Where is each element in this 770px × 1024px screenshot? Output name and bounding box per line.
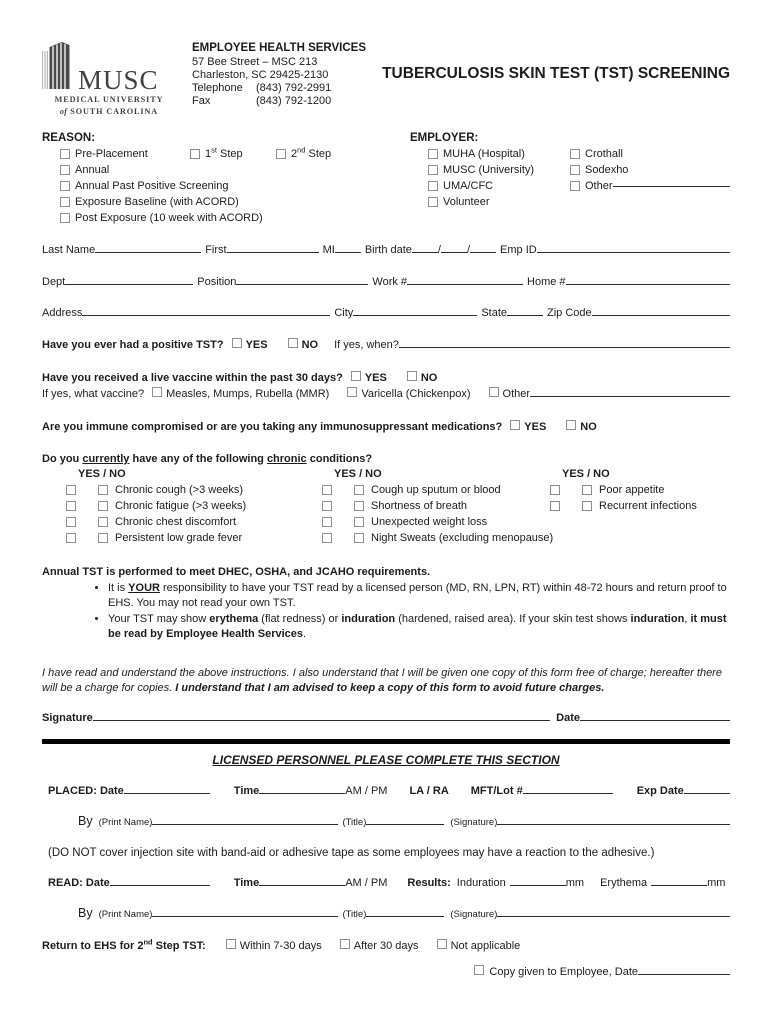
return-option-label: After 30 days xyxy=(353,940,419,952)
vaccine-type-row xyxy=(42,387,730,400)
dept-row xyxy=(42,276,730,288)
employer-label: MUSC (University) xyxy=(443,164,535,176)
zip-line[interactable] xyxy=(592,312,730,316)
exp-date-label: Exp Date xyxy=(636,785,684,797)
reason-label: Pre-Placement xyxy=(75,148,148,160)
last-name-line[interactable] xyxy=(95,249,201,253)
checkbox-muha[interactable] xyxy=(428,149,438,159)
reason-label: 2nd Step xyxy=(291,145,332,160)
positive-tst-when-line[interactable] xyxy=(399,344,730,348)
acknowledgement-text: I have read and understand the above instructions. I also understand that I will be given one copy of this form free of charge; hereafter there will be a charge for copies. I understand that I am advised to keep a copy of this form to avoid future charges. xyxy=(42,667,722,694)
chronic-column-3 xyxy=(550,468,730,544)
checkbox-no[interactable] xyxy=(354,517,364,527)
instruction-item: • Your TST may show erythema (flat redness) or induration (hardened, raised area). If your skin test shows induration, it must be read by Employee Health Services. xyxy=(108,612,730,642)
checkbox-pre-placement[interactable] xyxy=(60,149,70,159)
employer-label: Volunteer xyxy=(443,196,490,208)
no-label: NO xyxy=(301,339,319,351)
checkbox-varicella[interactable] xyxy=(347,387,357,397)
live-vaccine-question xyxy=(42,371,730,384)
checkbox-copy-given[interactable] xyxy=(474,965,484,975)
read-signature-line[interactable] xyxy=(497,913,730,917)
city-line[interactable] xyxy=(353,312,477,316)
checkbox-not-applicable[interactable] xyxy=(437,939,447,949)
copy-given-row xyxy=(42,965,730,978)
condition-row-night-sweats xyxy=(322,532,554,544)
phone-number: (843) 792-2991 xyxy=(256,82,332,94)
condition-label: Poor appetite xyxy=(599,484,665,496)
checkbox-no[interactable] xyxy=(98,501,108,511)
placed-title-line[interactable] xyxy=(366,821,444,825)
signature-date-line[interactable] xyxy=(580,717,730,721)
yes-no-header: YES / NO xyxy=(562,468,610,480)
time-label: Time xyxy=(233,877,260,889)
fax-label: Fax xyxy=(192,95,211,107)
read-print-name-line[interactable] xyxy=(152,913,338,917)
read-time-line[interactable] xyxy=(259,882,345,886)
positive-tst-label: Have you ever had a positive TST? xyxy=(42,339,224,351)
yes-no-header: YES / NO xyxy=(334,468,382,480)
checkbox-no[interactable] xyxy=(98,485,108,495)
page-title: TUBERCULOSIS SKIN TEST (TST) SCREENING xyxy=(382,65,730,82)
checkbox-vaccine-yes[interactable] xyxy=(351,371,361,381)
checkbox-yes[interactable] xyxy=(66,533,76,543)
placed-by-row xyxy=(78,814,730,828)
checkbox-2nd-step[interactable] xyxy=(276,149,286,159)
chronic-conditions-section xyxy=(42,453,730,544)
condition-label: Chronic cough (>3 weeks) xyxy=(115,484,244,496)
condition-label: Unexpected weight loss xyxy=(371,516,488,528)
building-icon xyxy=(42,42,75,92)
position-label: Position xyxy=(197,276,237,288)
return-option-label: Not applicable xyxy=(450,940,521,952)
placed-signature-line[interactable] xyxy=(497,821,730,825)
signature-line[interactable] xyxy=(93,717,550,721)
employer-label: MUHA (Hospital) xyxy=(443,148,525,160)
vaccine-option-label: Varicella (Chickenpox) xyxy=(361,388,471,400)
employer-other-line[interactable] xyxy=(613,183,730,187)
checkbox-no[interactable] xyxy=(354,501,364,511)
address-row xyxy=(42,307,730,319)
checkbox-positive-tst-yes[interactable] xyxy=(232,338,242,348)
mm-label: mm xyxy=(565,877,585,889)
department-address-block xyxy=(192,42,366,116)
fax-number: (843) 792-1200 xyxy=(256,95,332,107)
checkbox-uma-cfc[interactable] xyxy=(428,181,438,191)
erythema-line[interactable] xyxy=(651,882,707,886)
birth-year-line[interactable] xyxy=(470,249,496,253)
checkbox-1st-step[interactable] xyxy=(190,149,200,159)
reason-group xyxy=(42,132,410,224)
checkbox-yes[interactable] xyxy=(322,501,332,511)
first-name-line[interactable] xyxy=(227,249,319,253)
checkbox-musc[interactable] xyxy=(428,165,438,175)
signature-paren-label: (Signature) xyxy=(450,909,498,920)
reason-label: Exposure Baseline (with ACORD) xyxy=(75,196,239,208)
logo-subtitle-2: of SOUTH CAROLINA xyxy=(59,107,159,116)
dept-label: Dept xyxy=(42,276,66,288)
checkbox-yes[interactable] xyxy=(66,501,76,511)
checkbox-mmr[interactable] xyxy=(152,387,162,397)
chronic-question: Do you currently have any of the following chronic conditions? xyxy=(42,453,373,465)
return-option-label: Within 7-30 days xyxy=(239,940,322,952)
checkbox-yes[interactable] xyxy=(550,485,560,495)
form-header xyxy=(42,42,730,116)
condition-label: Shortness of breath xyxy=(371,500,468,512)
results-label: Results: xyxy=(407,877,451,889)
checkbox-yes[interactable] xyxy=(550,501,560,511)
checkbox-yes[interactable] xyxy=(66,517,76,527)
checkbox-crothall[interactable] xyxy=(570,149,580,159)
immune-question xyxy=(42,420,730,433)
address-label: Address xyxy=(42,307,83,319)
no-label: NO xyxy=(420,372,438,384)
checkbox-vaccine-other[interactable] xyxy=(489,387,499,397)
emp-id-line[interactable] xyxy=(537,249,730,253)
dept-line[interactable] xyxy=(65,281,193,285)
checkbox-yes[interactable] xyxy=(322,517,332,527)
placed-print-name-line[interactable] xyxy=(152,821,338,825)
work-phone-label: Work # xyxy=(372,276,408,288)
birth-date-label: Birth date xyxy=(364,244,412,256)
reason-heading: REASON: xyxy=(42,132,96,144)
copy-date-line[interactable] xyxy=(638,971,730,975)
condition-label: Persistent low grade fever xyxy=(115,532,243,544)
condition-label: Recurrent infections xyxy=(599,500,697,512)
checkbox-no[interactable] xyxy=(354,485,364,495)
condition-row-chronic-fatigue xyxy=(66,500,322,512)
licensed-section-heading: LICENSED PERSONNEL PLEASE COMPLETE THIS SECTION xyxy=(212,753,560,767)
checkbox-positive-tst-no[interactable] xyxy=(288,338,298,348)
reason-employer-section xyxy=(42,132,730,224)
return-row xyxy=(42,939,730,952)
by-label: By xyxy=(78,814,93,828)
instructions-heading: Annual TST is performed to meet DHEC, OSHA, and JCAHO requirements. xyxy=(42,566,431,578)
read-title-line[interactable] xyxy=(366,913,444,917)
condition-label: Chronic chest discomfort xyxy=(115,516,237,528)
read-date-line[interactable] xyxy=(110,882,210,886)
ampm-label: AM / PM xyxy=(345,877,388,889)
address-line-2: Charleston, SC 29425-2130 xyxy=(192,69,329,81)
yes-label: YES xyxy=(364,372,387,384)
home-phone-line[interactable] xyxy=(566,281,730,285)
placed-date-label: PLACED: Date xyxy=(48,785,124,797)
title-label: (Title) xyxy=(342,909,367,920)
ampm-label: AM / PM xyxy=(345,785,388,797)
placed-time-line[interactable] xyxy=(259,790,345,794)
checkbox-no[interactable] xyxy=(98,517,108,527)
logo-subtitle-1: MEDICAL UNIVERSITY xyxy=(54,95,164,104)
mft-lot-line[interactable] xyxy=(523,790,613,794)
condition-row-sputum-blood xyxy=(322,484,550,496)
reason-label: Annual Past Positive Screening xyxy=(75,180,229,192)
condition-label: Cough up sputum or blood xyxy=(371,484,501,496)
checkbox-sodexho[interactable] xyxy=(570,165,580,175)
birth-month-line[interactable] xyxy=(412,249,438,253)
signature-row xyxy=(42,712,730,724)
no-label: NO xyxy=(580,421,597,433)
by-label: By xyxy=(78,906,93,920)
immune-label: Are you immune compromised or are you taking any immunosuppressant medications? xyxy=(42,421,503,433)
work-phone-line[interactable] xyxy=(407,281,523,285)
name-row: Last Name First MI Birth date / / Emp ID xyxy=(42,244,730,256)
checkbox-annual-past-positive[interactable] xyxy=(60,181,70,191)
checkbox-yes[interactable] xyxy=(66,485,76,495)
checkbox-annual[interactable] xyxy=(60,165,70,175)
checkbox-vaccine-no[interactable] xyxy=(407,371,417,381)
address-line[interactable] xyxy=(82,312,330,316)
state-label: State xyxy=(481,307,507,319)
logo-wordmark: MUSC xyxy=(78,65,159,95)
employer-label: Crothall xyxy=(585,148,623,160)
signature-paren-label: (Signature) xyxy=(450,817,498,828)
what-vaccine-label: If yes, what vaccine? xyxy=(42,388,145,400)
home-phone-label: Home # xyxy=(527,276,566,288)
address-line-1: 57 Bee Street – MSC 213 xyxy=(192,56,318,68)
condition-row-low-grade-fever xyxy=(66,532,322,544)
condition-row-chronic-cough xyxy=(66,484,322,496)
checkbox-immune-yes[interactable] xyxy=(510,420,520,430)
condition-row-weight-loss xyxy=(322,516,550,528)
employer-label: Sodexho xyxy=(585,164,629,176)
mft-lot-label: MFT/Lot # xyxy=(470,785,523,797)
musc-logo xyxy=(42,42,176,116)
positive-tst-question xyxy=(42,338,730,351)
city-label: City xyxy=(334,307,354,319)
checkbox-employer-other[interactable] xyxy=(570,181,580,191)
instructions-list xyxy=(42,581,730,642)
placed-row xyxy=(48,785,730,797)
vaccine-option-label: Measles, Mumps, Rubella (MMR) xyxy=(166,388,330,400)
yes-label: YES xyxy=(524,421,547,433)
vaccine-option-label: Other xyxy=(502,388,531,400)
condition-label: Chronic fatigue (>3 weeks) xyxy=(115,500,247,512)
condition-row-shortness-breath xyxy=(322,500,550,512)
la-ra-label: LA / RA xyxy=(409,785,449,797)
checkbox-no[interactable] xyxy=(98,533,108,543)
checkbox-no[interactable] xyxy=(582,501,592,511)
employer-label: UMA/CFC xyxy=(443,180,494,192)
condition-label: Night Sweats (excluding menopause) xyxy=(371,532,554,544)
print-name-label: (Print Name) xyxy=(98,909,153,920)
department-name: EMPLOYEE HEALTH SERVICES xyxy=(192,42,367,54)
employer-heading: EMPLOYER: xyxy=(410,132,479,144)
chronic-column-2 xyxy=(322,468,554,544)
section-divider xyxy=(42,739,730,744)
vaccine-other-line[interactable] xyxy=(530,393,730,397)
copy-given-label: Copy given to Employee, Date xyxy=(489,966,638,978)
checkbox-no[interactable] xyxy=(354,533,364,543)
signature-label: Signature xyxy=(42,712,93,724)
exp-date-line[interactable] xyxy=(684,790,730,794)
state-line[interactable] xyxy=(507,312,543,316)
condition-row-poor-appetite xyxy=(550,484,730,496)
first-name-label: First xyxy=(205,244,227,256)
emp-id-label: Emp ID xyxy=(500,244,537,256)
yes-label: YES xyxy=(245,339,268,351)
erythema-label: Erythema xyxy=(600,877,648,889)
mm-label: mm xyxy=(707,877,726,889)
checkbox-exposure-baseline[interactable] xyxy=(60,197,70,207)
position-line[interactable] xyxy=(236,281,368,285)
reason-label: Post Exposure (10 week with ACORD) xyxy=(75,212,263,224)
checkbox-no[interactable] xyxy=(582,485,592,495)
zip-label: Zip Code xyxy=(547,307,592,319)
reason-label: Annual xyxy=(75,164,110,176)
checkbox-volunteer[interactable] xyxy=(428,197,438,207)
employer-label: Other xyxy=(585,180,613,192)
if-yes-when-label: If yes, when? xyxy=(334,339,399,351)
birth-day-line[interactable] xyxy=(441,249,467,253)
condition-row-recurrent-infections xyxy=(550,500,730,512)
read-by-row xyxy=(78,906,730,920)
reason-label: 1st Step xyxy=(205,145,243,160)
mi-line[interactable] xyxy=(335,249,361,253)
instruction-item: • It is YOUR responsibility to have your TST read by a licensed person (MD, RN, LPN, RT) within 48-72 hours and return proof to EHS. You may not read your own TST. xyxy=(108,581,730,611)
date-label: Date xyxy=(556,712,580,724)
return-label: Return to EHS for 2nd Step TST: xyxy=(42,937,206,952)
yes-no-header: YES / NO xyxy=(78,468,126,480)
read-row xyxy=(48,877,730,889)
condition-row-chest-discomfort xyxy=(66,516,322,528)
employer-group xyxy=(410,132,730,224)
placed-date-line[interactable] xyxy=(124,790,210,794)
read-date-label: READ: Date xyxy=(48,877,110,889)
title-label: (Title) xyxy=(342,817,367,828)
checkbox-immune-no[interactable] xyxy=(566,420,576,430)
print-name-label: (Print Name) xyxy=(98,817,153,828)
time-label: Time xyxy=(233,785,260,797)
induration-label: Induration xyxy=(456,877,506,889)
checkbox-within-7-30-days[interactable] xyxy=(226,939,236,949)
induration-line[interactable] xyxy=(510,882,566,886)
checkbox-yes[interactable] xyxy=(322,533,332,543)
mi-label: MI xyxy=(322,244,335,256)
last-name-label: Last Name xyxy=(42,244,96,256)
phone-label: Telephone xyxy=(192,82,243,94)
injection-site-note: (DO NOT cover injection site with band-aid or adhesive tape as some employees may have a reaction to the adhesive.) xyxy=(48,847,655,859)
checkbox-after-30-days[interactable] xyxy=(340,939,350,949)
checkbox-yes[interactable] xyxy=(322,485,332,495)
live-vaccine-label: Have you received a live vaccine within the past 30 days? xyxy=(42,372,343,384)
chronic-column-1 xyxy=(66,468,322,544)
checkbox-post-exposure[interactable] xyxy=(60,213,70,223)
